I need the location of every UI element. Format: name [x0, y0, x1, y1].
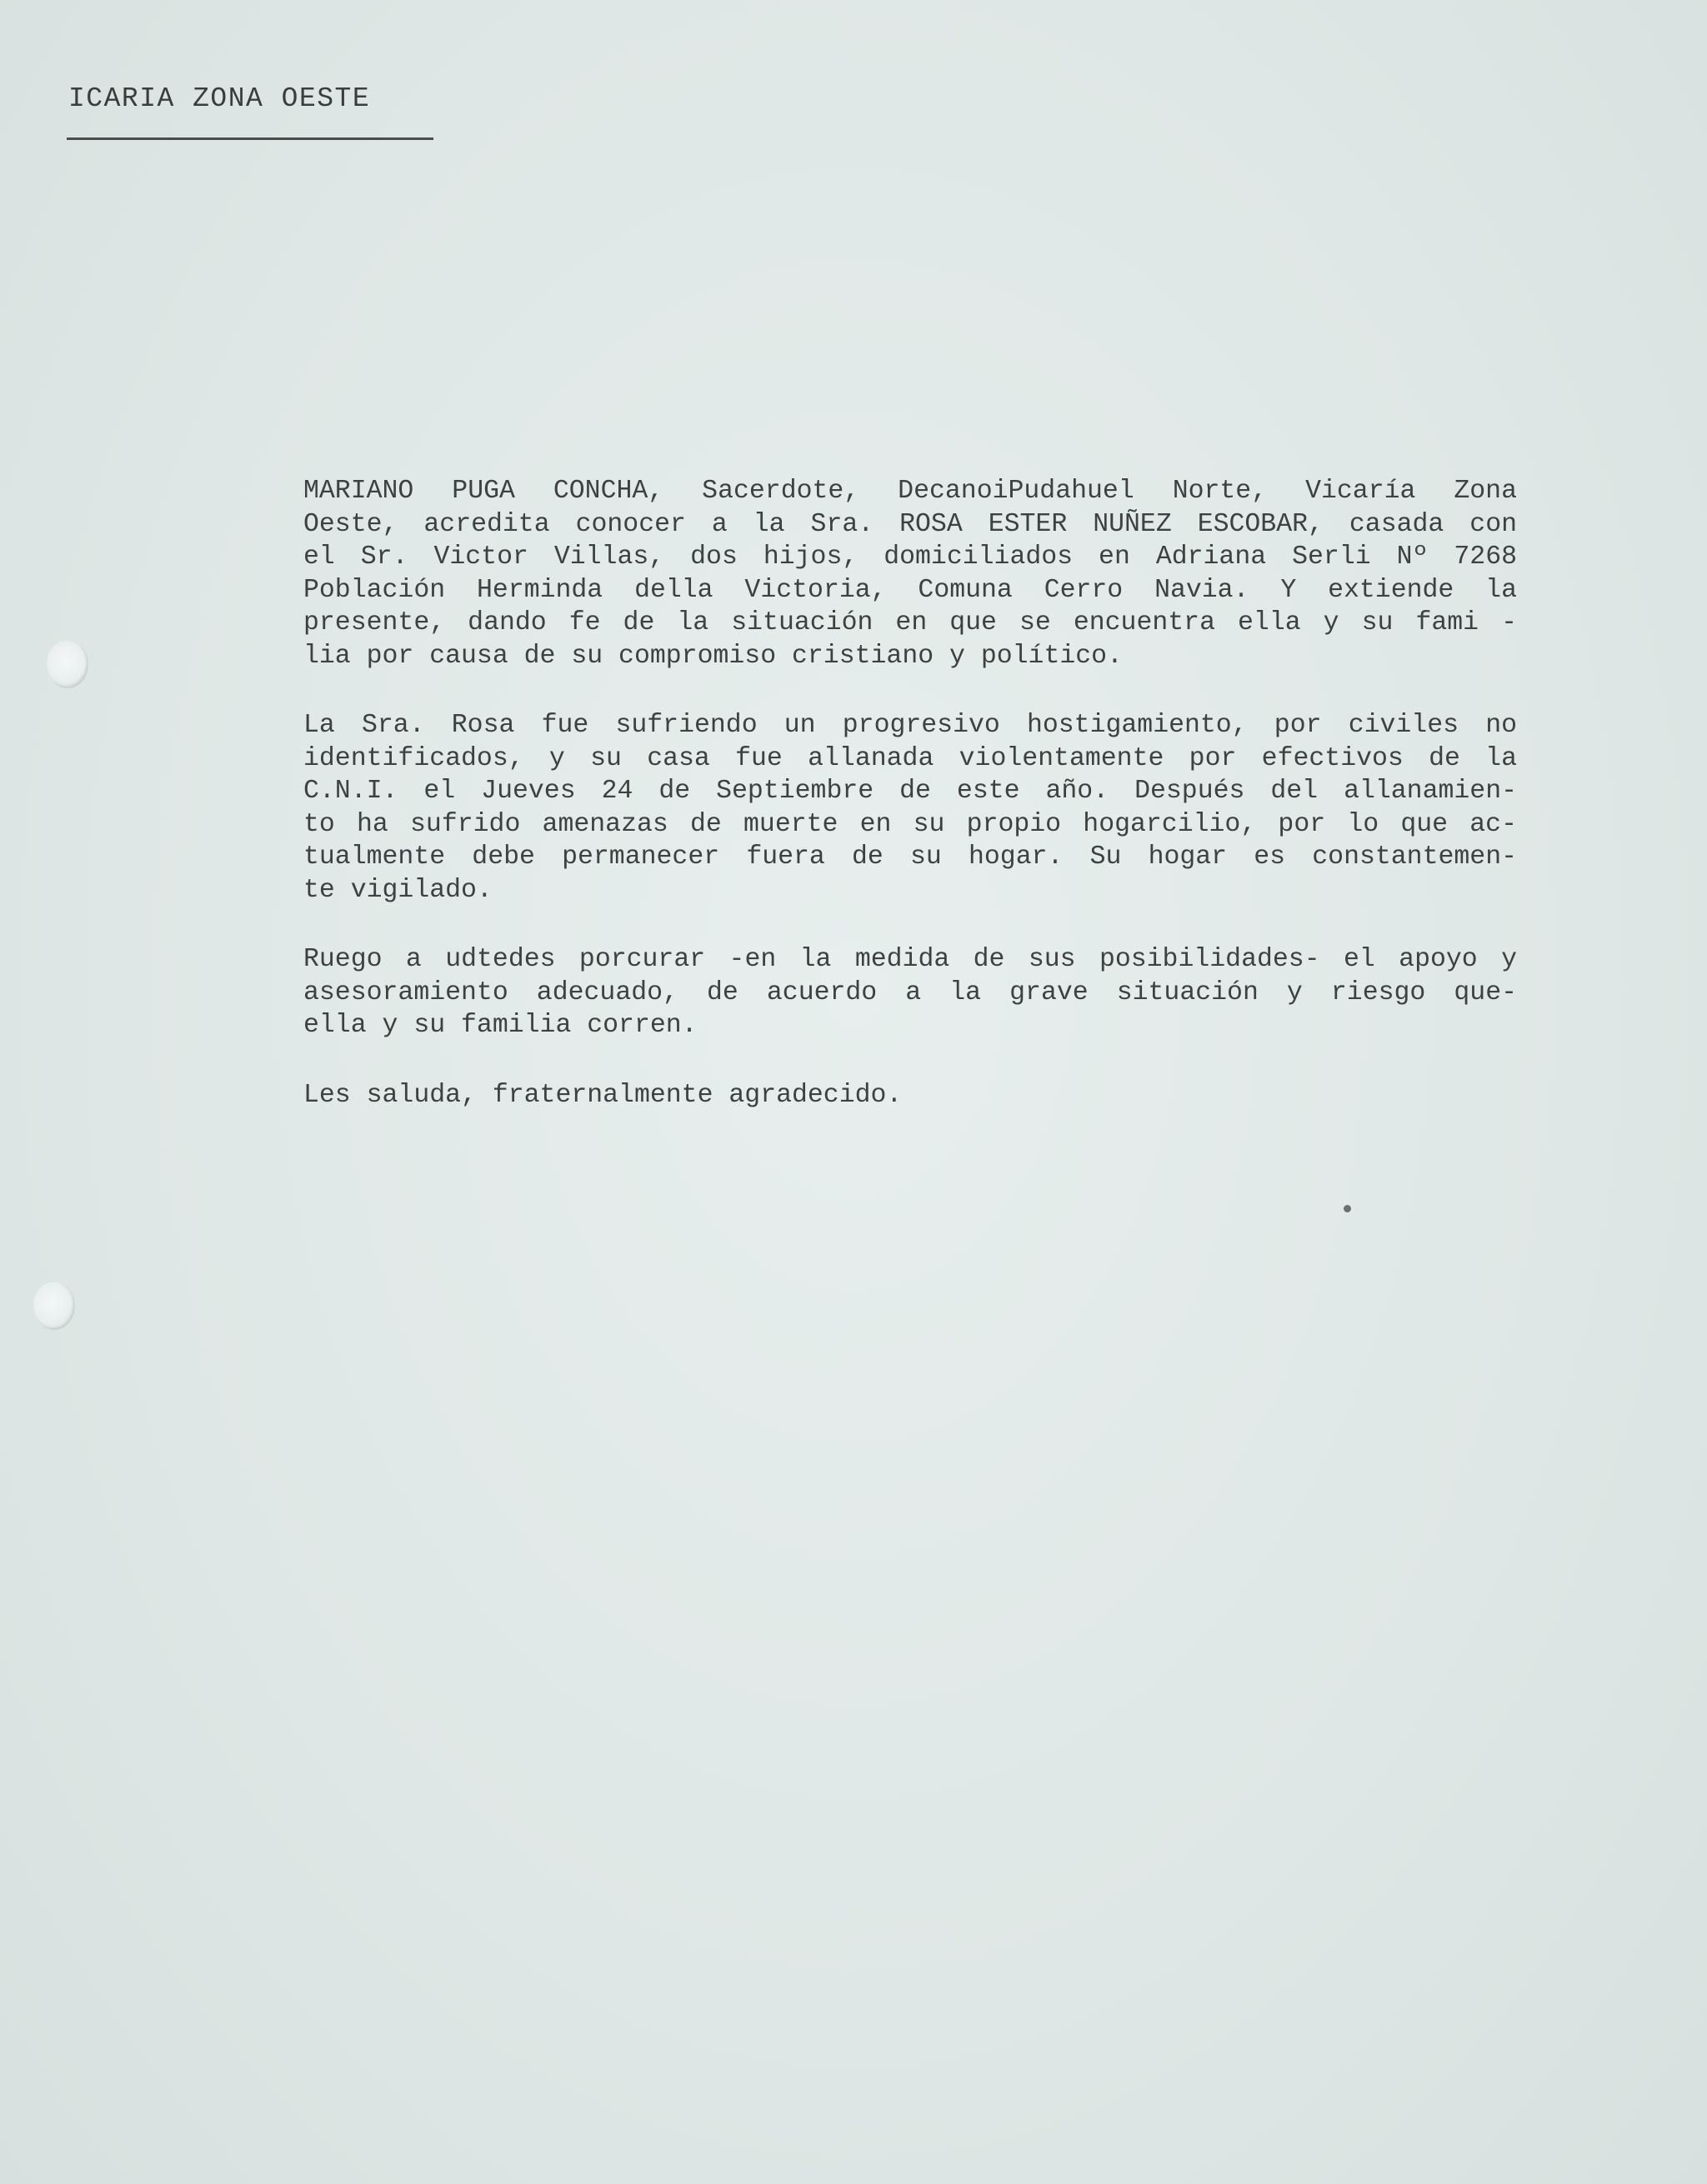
- text-line: te vigilado.: [303, 875, 493, 905]
- text-line: asesoramiento adecuado, de acuerdo a la grave situación y riesgo que-: [303, 977, 1517, 1007]
- text-line: Ruego a udtedes porcurar -en la medida de sus posibilidades- el apoyo y: [303, 945, 1517, 974]
- text-line: ella y su familia corren.: [303, 1011, 698, 1040]
- text-line: MARIANO PUGA CONCHA, Sacerdote, DecanoiPudahuel Norte, Vicaría Zona: [303, 477, 1517, 506]
- text-line: Población Herminda della Victoria, Comuna Cerro Navia. Y extiende la: [303, 575, 1517, 605]
- paragraph-harassment: [303, 709, 1517, 907]
- text-line: el Sr. Victor Villas, dos hijos, domiciliados en Adriana Serli Nº 7268: [303, 542, 1517, 572]
- paper-speck: [1344, 1205, 1351, 1212]
- text-line: Oeste, acredita conocer a la Sra. ROSA ESTER NUÑEZ ESCOBAR, casada con: [303, 509, 1517, 539]
- letterhead-title: ICARIA ZONA OESTE: [68, 83, 371, 114]
- text-line: to ha sufrido amenazas de muerte en su propio hogarcilio, por lo que ac-: [303, 809, 1517, 839]
- letter-body: [303, 475, 1517, 1112]
- letterhead-underline: [67, 137, 433, 140]
- text-line: C.N.I. el Jueves 24 de Septiembre de este año. Después del allanamien-: [303, 777, 1517, 806]
- text-line: presente, dando fe de la situación en que se encuentra ella y su fami -: [303, 608, 1517, 637]
- text-line: lia por causa de su compromiso cristiano y político.: [303, 641, 1123, 671]
- text-line: identificados, y su casa fue allanada violentamente por efectivos de la: [303, 743, 1517, 773]
- letter-closing: Les saluda, fraternalmente agradecido.: [303, 1080, 903, 1110]
- paragraph-attestation: [303, 475, 1517, 672]
- text-line: tualmente debe permanecer fuera de su hogar. Su hogar es constantemen-: [303, 842, 1517, 872]
- binder-hole-bottom: [33, 1282, 75, 1330]
- paragraph-request: [303, 943, 1517, 1042]
- binder-hole-top: [47, 640, 88, 688]
- text-line: La Sra. Rosa fue sufriendo un progresivo hostigamiento, por civiles no: [303, 711, 1517, 740]
